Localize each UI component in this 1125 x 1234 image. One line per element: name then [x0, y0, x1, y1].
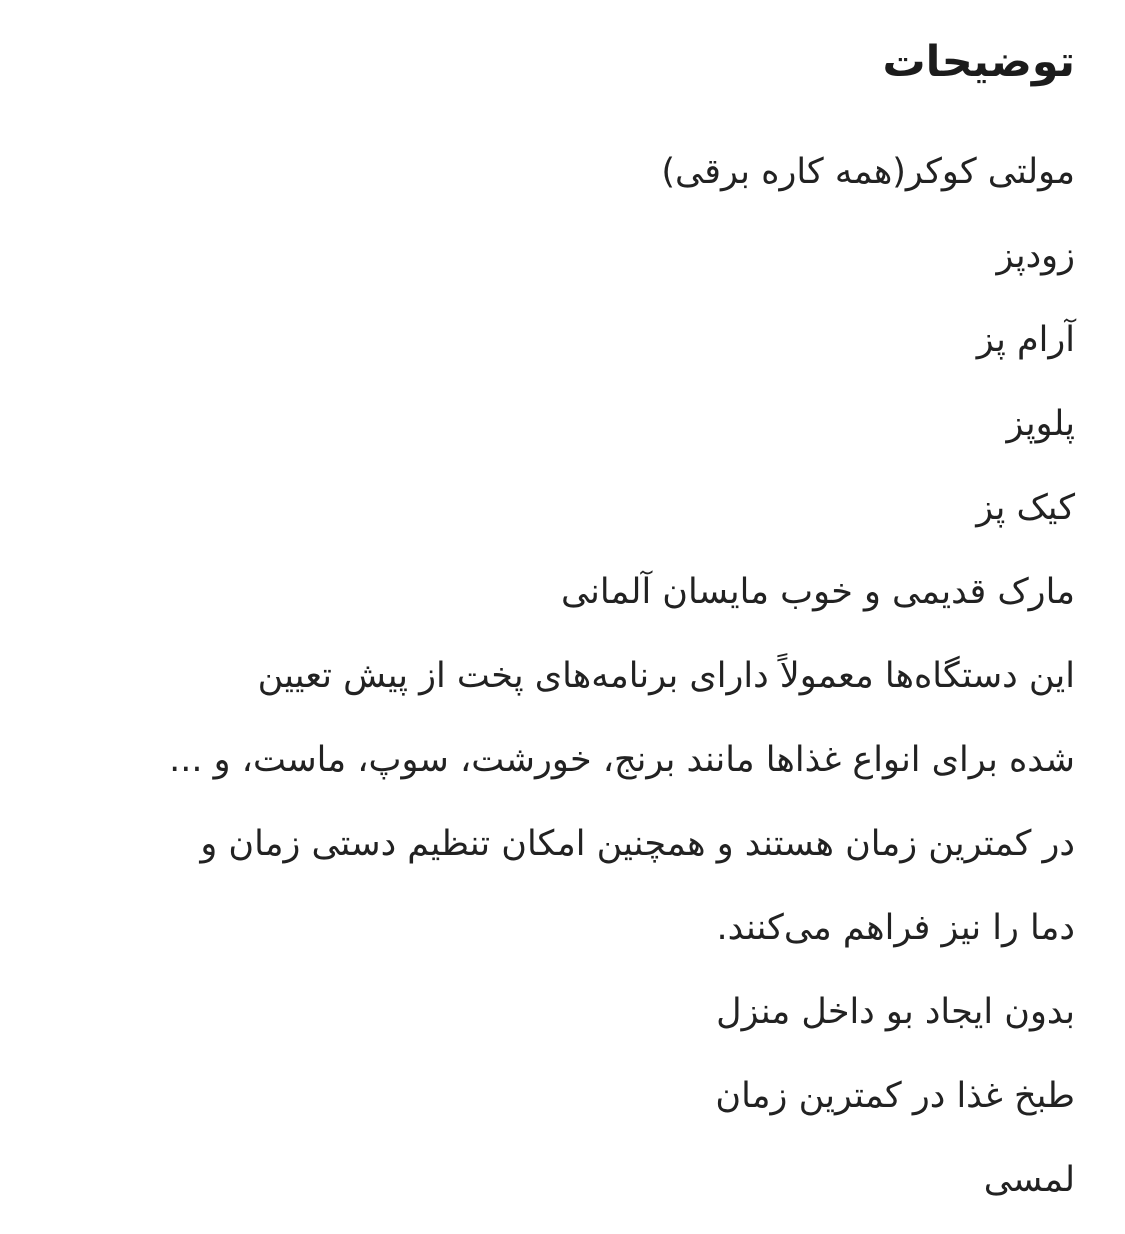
description-line: آرام پز	[976, 320, 1075, 360]
description-list	[40, 130, 1075, 1222]
description-line: دما را نیز فراهم می‌کنند.	[716, 908, 1075, 948]
description-line: طبخ غذا در کمترین زمان	[715, 1076, 1075, 1116]
section-title: توضیحات	[882, 37, 1075, 87]
description-line: لمسی	[983, 1160, 1075, 1200]
description-line: پلوپز	[1006, 404, 1075, 444]
description-line: بدون ایجاد بو داخل منزل	[716, 992, 1075, 1032]
description-line: زودپز	[996, 236, 1075, 276]
description-line: در کمترین زمان هستند و همچنین امکان تنظیم دستی زمان و	[200, 824, 1075, 864]
description-line: مولتی کوکر(همه کاره برقی)	[661, 152, 1075, 192]
description-line: شده برای انواع غذاها مانند برنج، خورشت، سوپ، ماست، و ...	[169, 740, 1075, 780]
description-line: این دستگاه‌ها معمولاً دارای برنامه‌های پخت از پیش تعیین	[257, 656, 1075, 696]
description-line: کیک پز	[976, 488, 1075, 528]
description-line: مارک قدیمی و خوب مایسان آلمانی	[560, 572, 1075, 612]
